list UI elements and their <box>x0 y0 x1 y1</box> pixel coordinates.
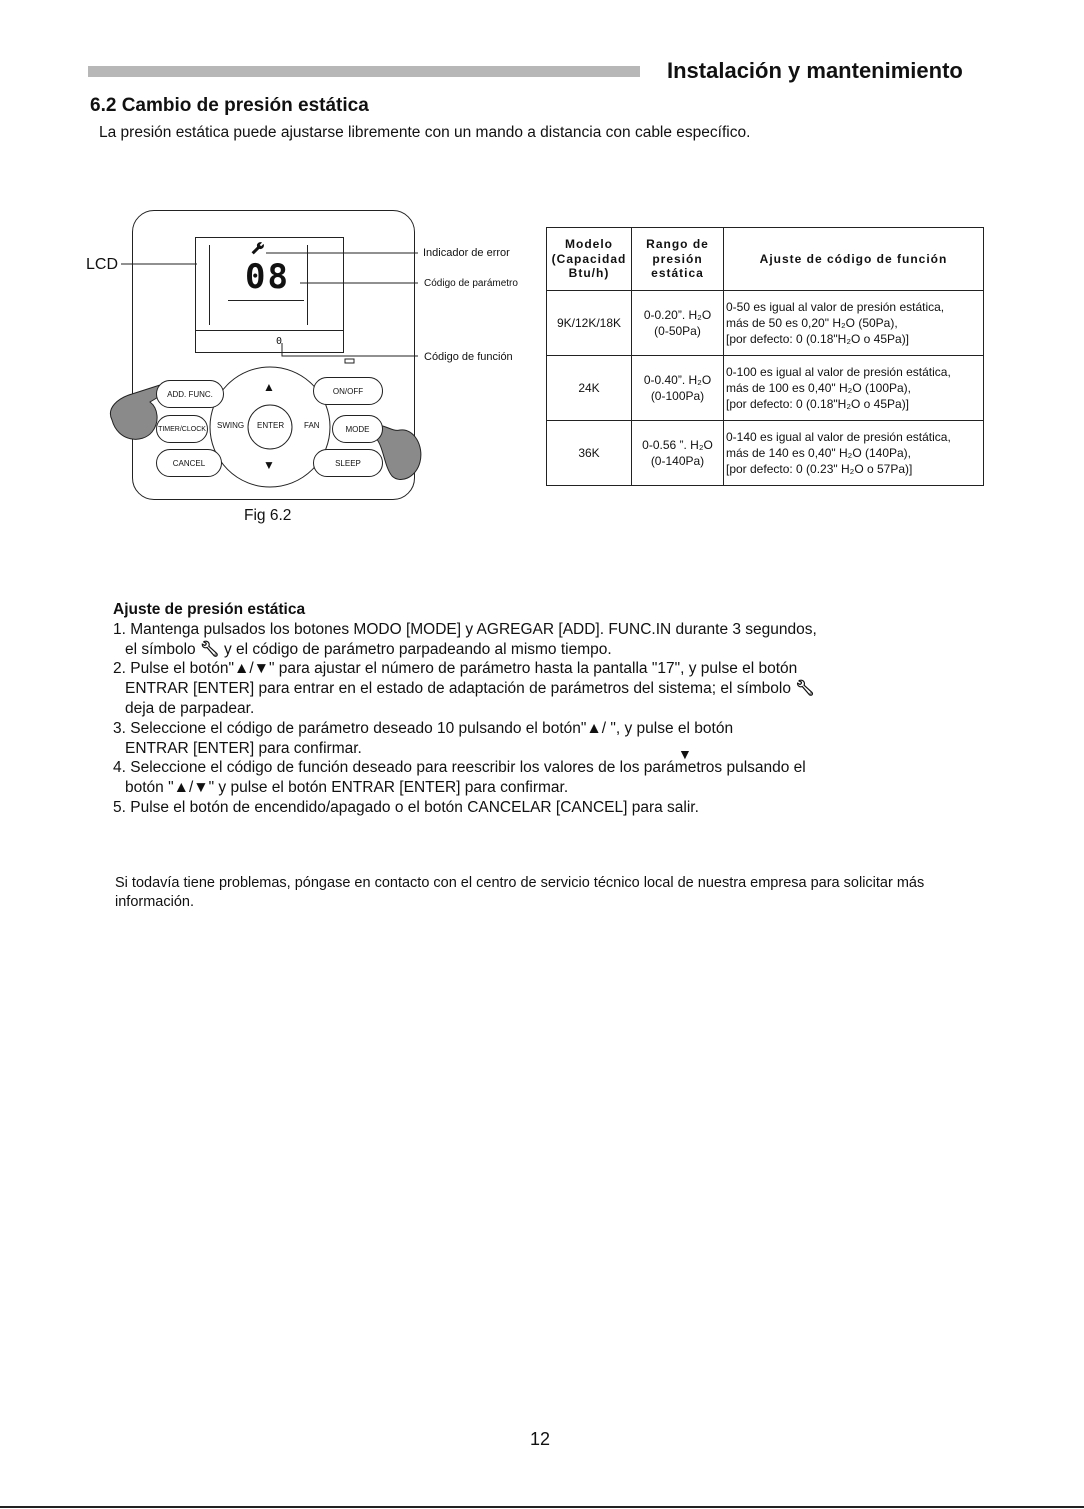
swing-button[interactable]: SWING <box>217 421 245 430</box>
instructions-heading: Ajuste de presión estática <box>113 601 306 618</box>
up-arrow-button[interactable]: ▲ <box>263 380 275 394</box>
table-cell-range: 0-0.56 ”. H₂O (0-140Pa) <box>632 421 724 486</box>
table-cell-range: 0-0.40”. H₂O (0-100Pa) <box>632 356 724 421</box>
table-cell-function <box>724 356 984 421</box>
step-text: el símbolo <box>125 640 196 658</box>
down-arrow-button[interactable]: ▼ <box>263 458 275 472</box>
table-cell-line: más de 50 es 0,20" H₂O (50Pa), <box>726 315 898 330</box>
step-text: ENTRAR [ENTER] para entrar en el estado de adaptación de parámetros del sistema; el símbolo <box>125 680 791 698</box>
figure-caption: Fig 6.2 <box>244 507 292 524</box>
wrench-icon: 🔧︎ <box>199 640 220 658</box>
sleep-button[interactable]: SLEEP <box>313 449 383 477</box>
footer-rule <box>0 1506 1084 1508</box>
cancel-button[interactable]: CANCEL <box>156 449 222 477</box>
add-func-button[interactable]: ADD. FUNC. <box>156 380 224 408</box>
table-cell-model: 9K/12K/18K <box>547 291 632 356</box>
table-header-row <box>547 228 984 291</box>
function-code-label: Código de función <box>424 351 513 363</box>
table-row <box>547 291 984 356</box>
on-off-button[interactable]: ON/OFF <box>313 377 383 405</box>
fan-button[interactable]: FAN <box>304 421 320 430</box>
table-cell-function <box>724 421 984 486</box>
section-title: 6.2 Cambio de presión estática <box>90 95 369 116</box>
table-cell-function <box>724 291 984 356</box>
table-cell-line: [por defecto: 0 (0.18"H₂O o 45Pa)] <box>726 397 910 412</box>
mode-button[interactable]: MODE <box>332 415 383 443</box>
table-cell-line: más de 100 es 0,40" H₂O (100Pa), <box>726 380 912 395</box>
down-arrow-icon: ▼ <box>678 745 692 762</box>
table-header: Rango de presión estática <box>632 228 724 291</box>
table-cell-line: [por defecto: 0 (0.23" H₂O o 57Pa)] <box>726 462 913 477</box>
step-text <box>113 640 993 660</box>
step-text: deja de parpadear. <box>125 699 255 717</box>
step-text: ENTRAR [ENTER] para confirmar. <box>125 739 362 757</box>
error-indicator-label: Indicador de error <box>423 247 510 259</box>
table-header: Modelo (Capacidad Btu/h) <box>547 228 632 291</box>
table-row <box>547 356 984 421</box>
wrench-icon: 🔧︎ <box>795 680 815 698</box>
step-text <box>113 739 993 762</box>
wrench-icon <box>250 240 266 256</box>
table-header: Ajuste de código de función <box>724 228 984 291</box>
instructions <box>113 600 993 818</box>
step-text: 3. Seleccione el código de parámetro deseado 10 pulsando el botón"▲/ ", y pulse el botón <box>113 719 734 737</box>
spec-table <box>546 227 984 486</box>
closing-note: Si todavía tiene problemas, póngase en contacto con el centro de servicio técnico local de nuestra empresa para solicitar más información. <box>115 875 925 910</box>
step-text: 2. Pulse el botón"▲/▼" para ajustar el número de parámetro hasta la pantalla "17", y pulse el botón <box>113 660 798 678</box>
table-cell-model: 24K <box>547 356 632 421</box>
table-cell-line: más de 140 es 0,40" H₂O (140Pa), <box>726 445 912 460</box>
table-cell-line: [por defecto: 0 (0.18"H₂O o 45Pa)] <box>726 332 910 347</box>
table-cell-line: 0-140 es igual al valor de presión estática, <box>726 429 951 444</box>
parameter-code-label: Código de parámetro <box>424 278 518 289</box>
step-text <box>113 679 993 699</box>
table-cell-model: 36K <box>547 421 632 486</box>
timer-clock-button[interactable]: TIMER/CLOCK <box>156 415 208 443</box>
page-number: 12 <box>530 1429 551 1449</box>
header-title: Instalación y mantenimiento <box>667 58 963 83</box>
lcd-label: LCD <box>86 256 119 273</box>
table-row <box>547 421 984 486</box>
intro-text: La presión estática puede ajustarse libremente con un mando a distancia con cable específico. <box>99 124 751 141</box>
lcd-function-digit: 0 <box>276 336 283 347</box>
step-text: botón "▲/▼" y pulse el botón ENTRAR [ENTER] para confirmar. <box>125 779 569 797</box>
enter-button[interactable]: ENTER <box>257 421 285 430</box>
table-cell-line: 0-100 es igual al valor de presión estática, <box>726 364 951 379</box>
step-text: 1. Mantenga pulsados los botones MODO [MODE] y AGREGAR [ADD]. FUNC.IN durante 3 segundos, <box>113 620 817 638</box>
lcd-parameter-digits: 08 <box>245 257 290 297</box>
step-text: 5. Pulse el botón de encendido/apagado o el botón CANCELAR [CANCEL] para salir. <box>113 798 699 816</box>
table-cell-range: 0-0.20”. H₂O (0-50Pa) <box>632 291 724 356</box>
table-cell-line: 0-50 es igual al valor de presión estática, <box>726 299 945 314</box>
step-text: 4. Seleccione el código de función deseado para reescribir los valores de los parámetros pulsando el <box>113 759 806 777</box>
step-text: y el código de parámetro parpadeando al mismo tiempo. <box>223 640 612 658</box>
